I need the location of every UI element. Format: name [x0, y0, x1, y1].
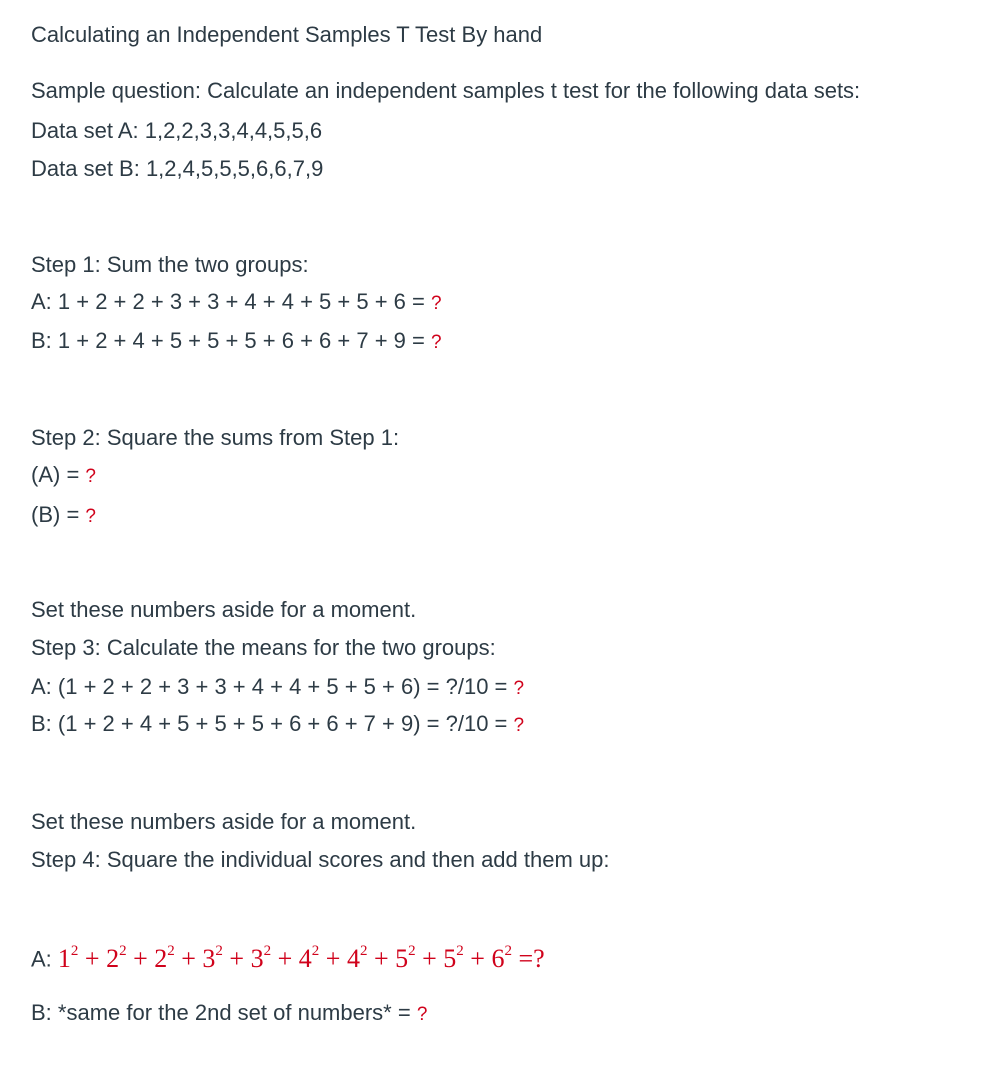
plus-operator: + [319, 943, 347, 973]
step3-a-expr: A: (1 + 2 + 2 + 3 + 3 + 4 + 4 + 5 + 5 + 6) = ?/10 = [31, 674, 514, 699]
plus-operator: + [78, 943, 107, 973]
dataset-a: Data set A: 1,2,2,3,3,4,4,5,5,6 [31, 118, 323, 143]
term-base: 4 [298, 943, 312, 973]
plus-operator: + [463, 943, 492, 973]
term-base: 2 [106, 943, 120, 973]
term-exponent: 2 [359, 943, 368, 959]
aside-note-1: Set these numbers aside for a moment. [31, 597, 417, 622]
plus-operator: + [174, 943, 203, 973]
plus-operator: + [415, 943, 444, 973]
term-exponent: 2 [119, 943, 127, 959]
step4-heading: Step 4: Square the individual scores and then add them up: [31, 847, 610, 872]
step2-heading: Step 2: Square the sums from Step 1: [31, 425, 400, 450]
term-exponent: 2 [167, 943, 175, 959]
term-base: 4 [346, 943, 360, 973]
step1-a [31, 287, 442, 319]
step4-b-expr: B: *same for the 2nd set of numbers* = [31, 1000, 417, 1025]
term-exponent: 2 [408, 943, 416, 959]
step3-b-answer: ? [513, 715, 525, 736]
term-base: 5 [443, 943, 457, 973]
step3-b-expr: B: (1 + 2 + 4 + 5 + 5 + 5 + 6 + 6 + 7 + 9) = ?/10 = [31, 711, 514, 736]
step2-a [31, 460, 96, 492]
step3-b [31, 709, 524, 741]
step4-b [31, 998, 427, 1030]
term-exponent: 2 [456, 943, 464, 959]
step1-a-answer: ? [430, 293, 442, 314]
term-base: 3 [250, 943, 264, 973]
step2-b-expr: (B) = [31, 502, 86, 527]
term-base: 3 [202, 943, 216, 973]
step1-b-answer: ? [430, 332, 442, 353]
sample-question: Sample question: Calculate an independent samples t test for the following data sets: [31, 78, 861, 103]
step3-a [31, 672, 524, 704]
step1-b-expr: B: 1 + 2 + 4 + 5 + 5 + 5 + 6 + 6 + 7 + 9 = [31, 328, 431, 353]
term-exponent: 2 [311, 943, 320, 959]
aside-note-2: Set these numbers aside for a moment. [31, 809, 417, 834]
term-base: 2 [154, 943, 168, 973]
step4-b-answer: ? [416, 1004, 428, 1025]
dataset-b: Data set B: 1,2,4,5,5,5,6,6,7,9 [31, 156, 324, 181]
step2-a-answer: ? [85, 466, 96, 487]
step4-a-prefix: A: [31, 946, 58, 972]
term-base: 5 [395, 943, 409, 973]
step1-b [31, 326, 442, 358]
term-base: 6 [491, 943, 505, 973]
step2-a-expr: (A) = [31, 462, 86, 487]
equals-unknown: =? [511, 943, 545, 973]
step4-a [31, 938, 545, 975]
sum-of-squares-expression [58, 944, 545, 973]
plus-operator: + [126, 943, 155, 973]
term-exponent: 2 [263, 943, 272, 959]
step2-b [31, 500, 96, 532]
plus-operator: + [222, 943, 251, 973]
term-exponent: 2 [504, 943, 512, 959]
step1-heading: Step 1: Sum the two groups: [31, 252, 309, 277]
term-exponent: 2 [70, 943, 79, 959]
step3-heading: Step 3: Calculate the means for the two groups: [31, 635, 496, 660]
step3-a-answer: ? [513, 678, 525, 699]
page-title: Calculating an Independent Samples T Test By hand [31, 22, 543, 47]
plus-operator: + [367, 943, 396, 973]
plus-operator: + [271, 943, 299, 973]
step1-a-expr: A: 1 + 2 + 2 + 3 + 3 + 4 + 4 + 5 + 5 + 6 = [31, 289, 431, 314]
term-base: 1 [57, 943, 71, 973]
step2-b-answer: ? [85, 506, 96, 527]
term-exponent: 2 [215, 943, 223, 959]
